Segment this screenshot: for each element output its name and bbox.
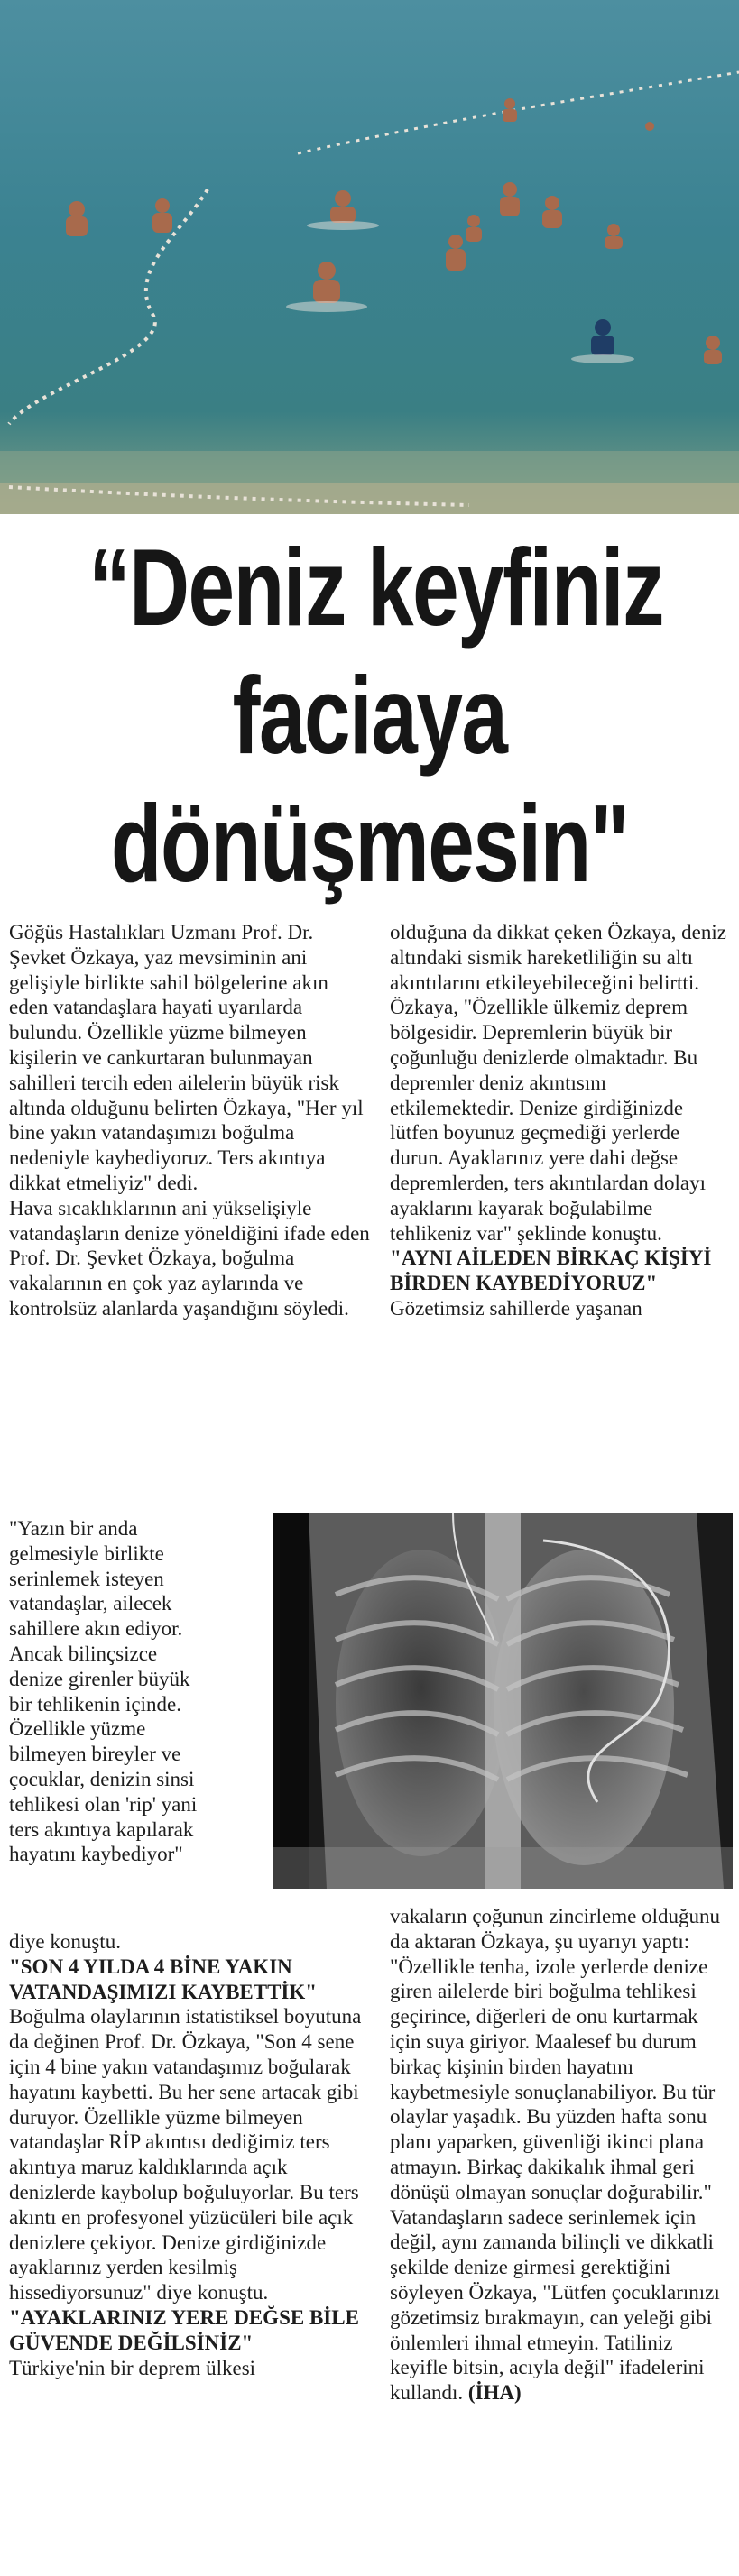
headline-line-3: dönüşmesin" xyxy=(110,782,629,905)
column-1-top xyxy=(9,920,370,1321)
paragraph: Gözetimsiz sahillerde yaşanan xyxy=(390,1296,642,1320)
paragraph: Özkaya, "Özellikle ülkemiz deprem bölgesidir. Depremlerin büyük bir çoğunluğu denizlerde olmaktadır. Bu depremler deniz akıntısını etkilemektedir. Denize girdiğinizde lütfen boyunuz geçmediği yerlerde durun. Ayaklarınız yere dahi değse depremlerden, ters akıntılardan dolayı ayaklarını kayarak boğulabilme tehlikeniz var" şeklinde konuştu. xyxy=(390,996,706,1245)
paragraph xyxy=(390,2205,733,2406)
paragraph-text: Vatandaşların sadece serinlemek için değil, aynı zamanda bilinçli ve dikkatli şekilde denize girmesi gerektiğini söyleyen Özkaya, "Lütfen çocuklarınızı gözetimsiz bırakmayın, can yeleği gibi önlemleri ihmal etmeyin. Tatiliniz keyifle bitsin, acıyla değil" ifadelerini kullandı. xyxy=(390,2205,720,2405)
subheading: "AYNI AİLEDEN BİRKAÇ KİŞİYİ BİRDEN KAYBEDİYORUZ" xyxy=(390,1247,712,1295)
headline xyxy=(88,523,663,907)
paragraph: vakaların çoğunun zincirleme olduğunu da aktaran Özkaya, şu uyarıyı yaptı: "Özellikle tenha, izole yerlerde denize giren ailelerde biri boğulma tehlikesi geçirince, diğerleri de onu kurtarmak için suya giriyor. Maalesef bu durum birkaç kişinin birden hayatını kaybetmesiyle sonuçlanabiliyor. Bu tür olaylar yaşadık. Bu yüzden hafta sonu planı yaparken, güvenliği ikinci plana atmayın. Birkaç dakikalık ihmal geri dönüşü olmayan sonuçlar doğurabilir." xyxy=(390,1905,720,2203)
agency-credit: (İHA) xyxy=(467,2381,522,2405)
column-2-top xyxy=(390,920,733,1321)
chest-xray-image xyxy=(273,1513,733,1889)
subheading: "AYAKLARINIZ YERE DEĞSE BİLE GÜVENDE DEĞİLSİNİZ" xyxy=(9,2305,359,2354)
quote-paragraph: "Yazın bir anda gelmesiyle birlikte serinlemek isteyen vatandaşlar, ailecek sahillere akın ediyor. Ancak bilinçsizce denize girenler büyük bir tehlikenin içinde. Özellikle yüzme bilmeyen bireyler ve çocuklar, denizin sinsi tehlikesi olan 'rip' yani ters akıntıya kapılarak hayatını kaybediyor" xyxy=(9,1517,198,1866)
column-2-bottom xyxy=(390,1904,733,2406)
paragraph: Boğulma olaylarının istatistiksel boyutuna da değinen Prof. Dr. Özkaya, "Son 4 sene için 4 bine yakın vatandaşımız boğularak hayatını kaybetti. Bu her sene artacak gibi duruyor. Özellikle yüzme bilmeyen vatandaşlar RİP akıntısı dediğimiz ters akıntıya maruz kaldıklarında açık denizlerde kaybolup boğuluyorlar. Bu ters akıntı en profesyonel yüzücüleri bile açık denizlere çekiyor. Denize girdiğinizde ayaklarınız yerden kesilmiş hissediyorsunuz" diye konuştu. xyxy=(9,2005,362,2305)
subheading: "SON 4 YILDA 4 BİNE YAKIN VATANDAŞIMIZI KAYBETTİK" xyxy=(9,1955,318,2003)
paragraph: Göğüs Hastalıkları Uzmanı Prof. Dr. Şevket Özkaya, yaz mevsiminin ani gelişiyle birlikte sahil bölgelerine akın eden vatandaşlara hayati uyarılarda bulundu. Özellikle yüzme bilmeyen kişilerin ve cankurtaran bulunmayan sahilleri tercih eden ailelerin büyük risk altında olduğunu belirten Özkaya, "Her yıl bine yakın vatandaşımızı boğulma nedeniyle kaybediyoruz. Ters akıntıya dikkat etmeliyiz" dedi. xyxy=(9,921,364,1194)
column-1-bottom xyxy=(9,1929,370,2380)
headline-line-2: faciaya xyxy=(232,654,507,777)
paragraph: Hava sıcaklıklarının ani yükselişiyle vatandaşların denize yöneldiğini ifade eden Prof. Dr. Şevket Özkaya, boğulma vakalarının en çok yaz aylarında ve kontrolsüz alanlarda yaşandığını söyledi. xyxy=(9,1196,370,1320)
sea-swimmers-photo xyxy=(0,0,739,514)
paragraph: Türkiye'nin bir deprem ülkesi xyxy=(9,2356,256,2379)
column-1-narrow xyxy=(9,1516,212,1867)
paragraph: olduğuna da dikkat çeken Özkaya, deniz altındaki sismik hareketliliğin su altı akıntılarını etkileyebileceğini belirtti. xyxy=(390,921,726,994)
paragraph: diye konuştu. xyxy=(9,1930,121,1953)
headline-line-1: “Deniz keyfiniz xyxy=(88,526,663,649)
